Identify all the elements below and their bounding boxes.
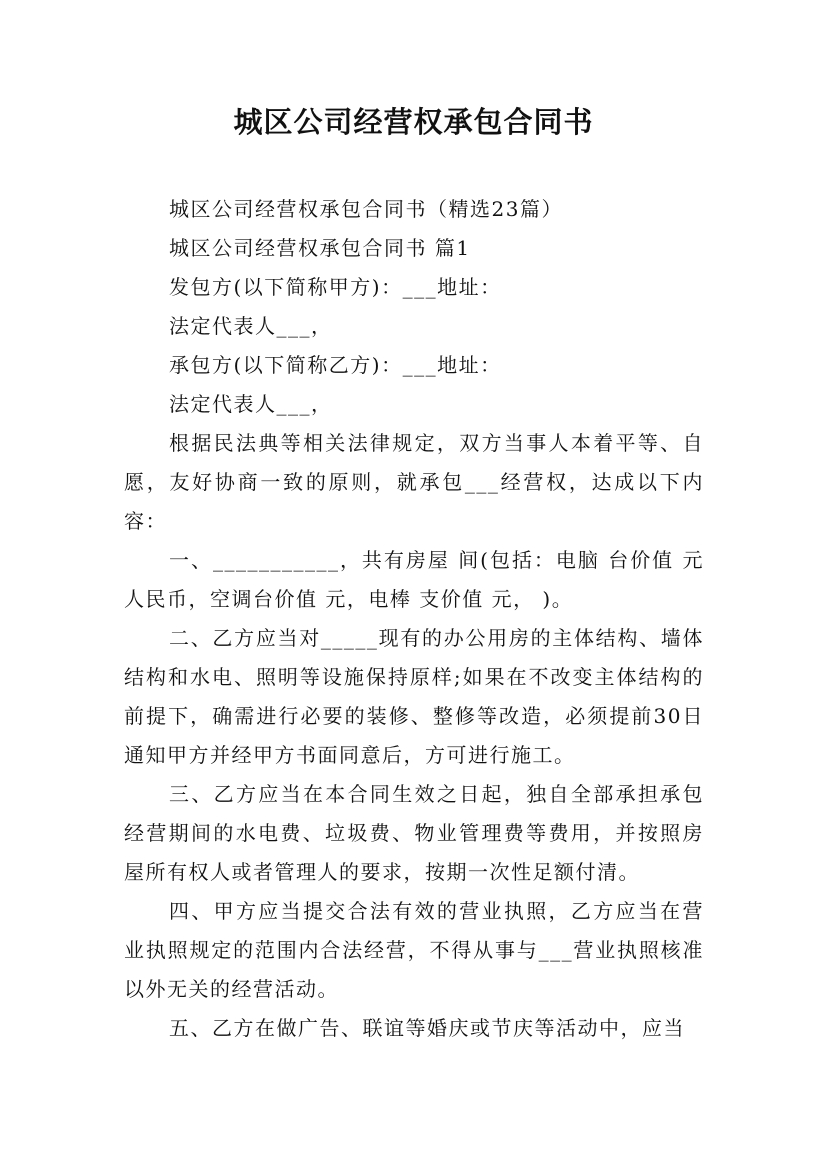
paragraph-clause-3: 三、乙方应当在本合同生效之日起，独自全部承担承包经营期间的水电费、垃圾费、物业管理费等费用，并按照房屋所有权人或者管理人的要求，按期一次性足额付清。 (124, 782, 704, 884)
document-title: 城区公司经营权承包合同书 (233, 105, 594, 139)
paragraph-clause-1: 一、___________，共有房屋 间(包括：电脑 台价值 元人民币，空调台价值 元，电棒 支价值 元， )。 (124, 548, 704, 611)
paragraph-clause-4: 四、甲方应当提交合法有效的营业执照，乙方应当在营业执照规定的范围内合法经营，不得从事与___营业执照核准以外无关的经营活动。 (124, 899, 704, 1001)
paragraph-section-heading: 城区公司经营权承包合同书 篇1 (169, 236, 471, 260)
paragraph-party-a: 发包方(以下简称甲方)：___地址： (169, 275, 502, 299)
paragraph-preamble: 根据民法典等相关法律规定，双方当事人本着平等、自愿，友好协商一致的原则，就承包___经营权，达成以下内容： (124, 431, 704, 533)
paragraph-clause-5: 五、乙方在做广告、联谊等婚庆或节庆等活动中，应当 (169, 1016, 685, 1040)
paragraph-clause-2: 二、乙方应当对_____现有的办公用房的主体结构、墙体结构和水电、照明等设施保持原样;如果在不改变主体结构的前提下，确需进行必要的装修、整修等改造，必须提前30日通知甲方并经甲方书面同意后，方可进行施工。 (124, 626, 704, 767)
document-body (124, 190, 704, 1048)
paragraph-party-a-representative: 法定代表人___， (169, 314, 333, 338)
paragraph-party-b: 承包方(以下简称乙方)：___地址： (169, 353, 502, 377)
paragraph-subtitle: 城区公司经营权承包合同书（精选23篇） (169, 197, 563, 221)
paragraph-party-b-representative: 法定代表人___， (169, 392, 333, 416)
